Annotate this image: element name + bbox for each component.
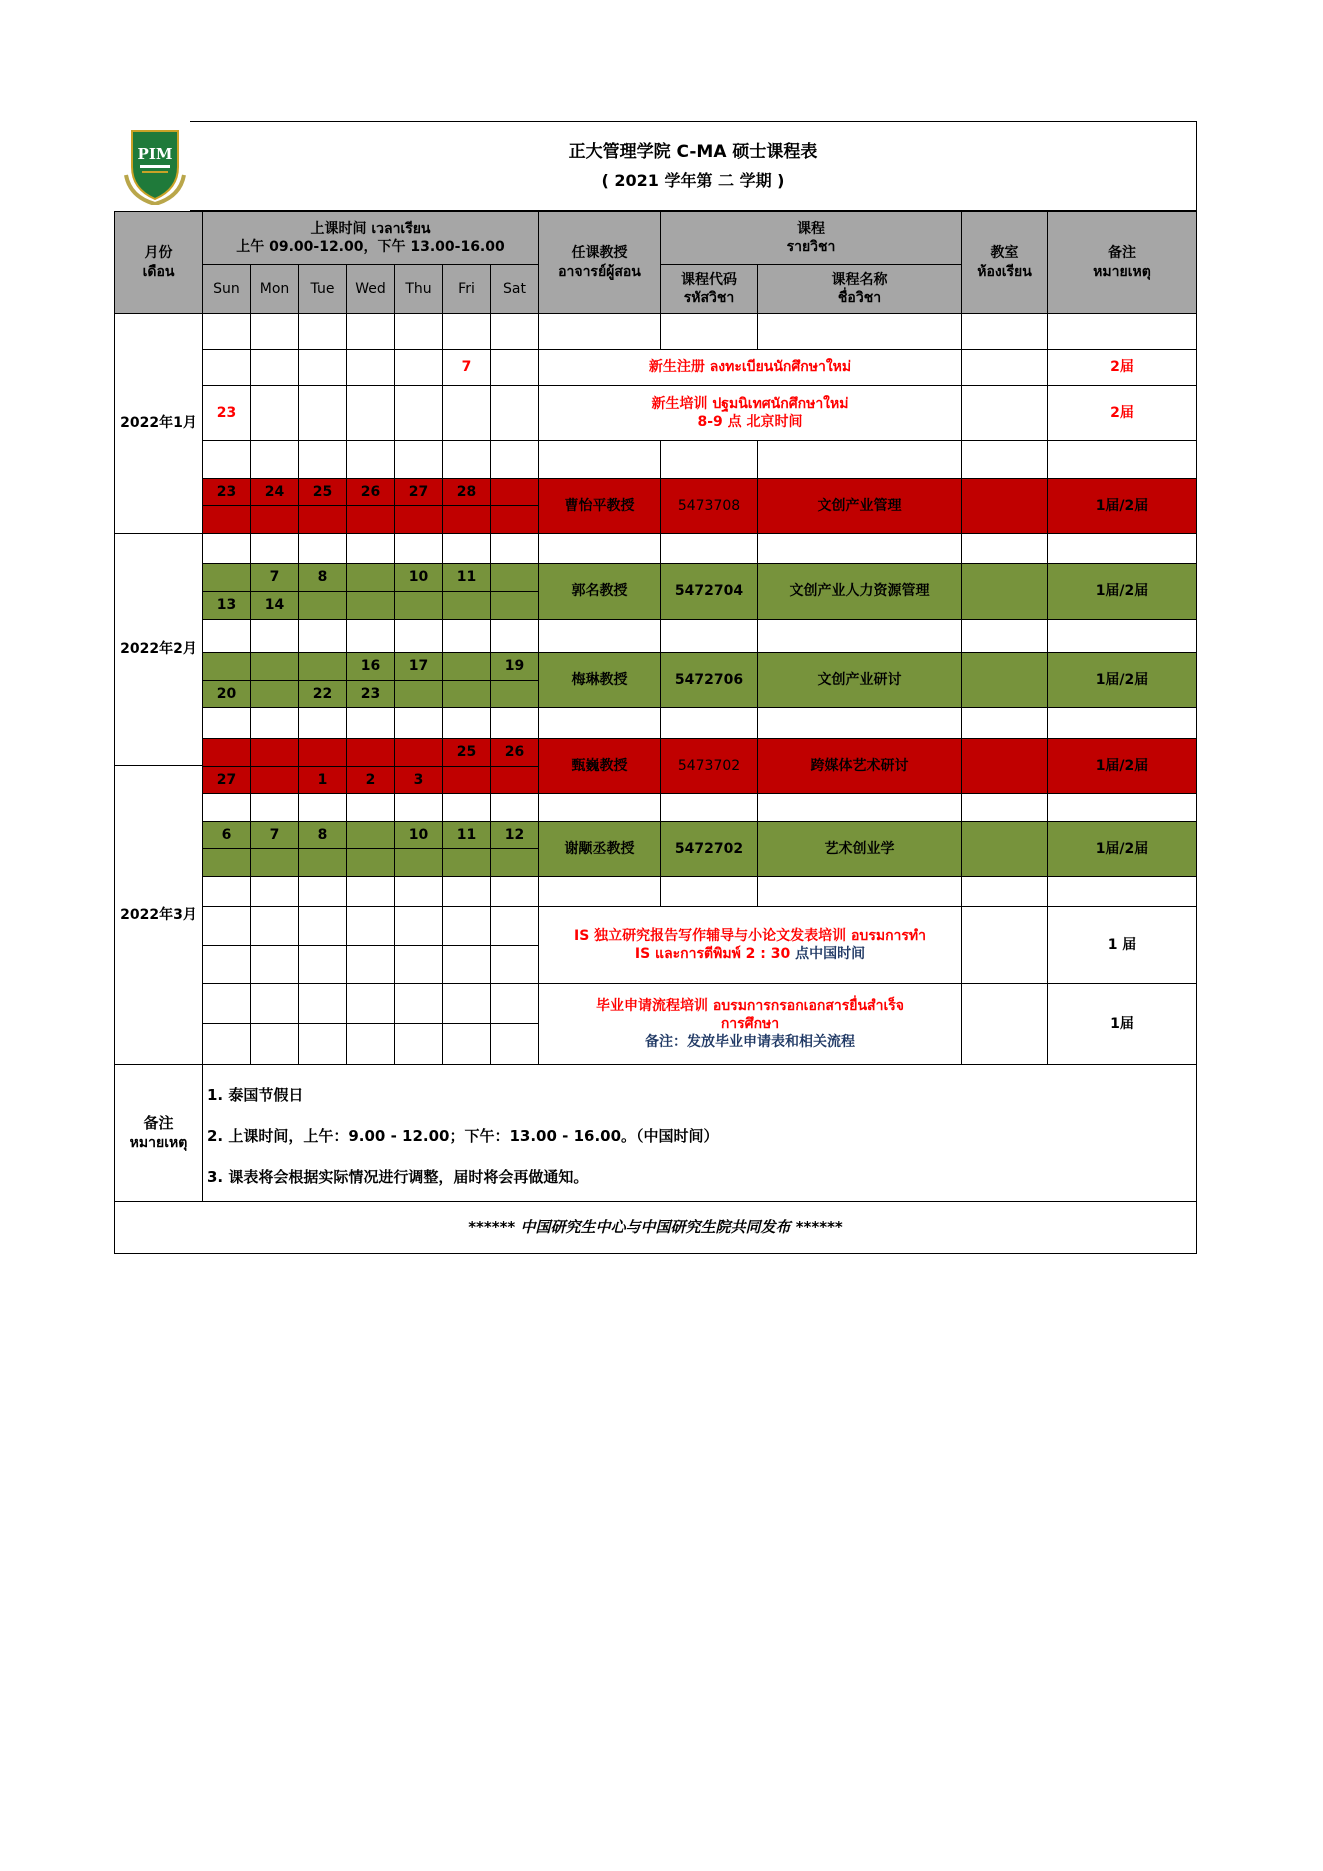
mar-is-row2-day-1 [251, 946, 299, 984]
feb-blank-1-day-6 [491, 534, 539, 564]
mar-is-row1-day-6 [491, 907, 539, 946]
jan-orient-row-day-3 [347, 386, 395, 441]
feb1-row2-day-5 [443, 592, 491, 620]
feb1-row1-day-1: 7 [251, 564, 299, 592]
feb-blank-3-day-0 [203, 708, 251, 739]
jan-course-code: 5473708 [661, 479, 758, 534]
mar1-row1-day-3 [347, 822, 395, 849]
feb1-course-remark: 1届/2届 [1048, 564, 1197, 620]
jan-blank-2-day-2 [299, 441, 347, 479]
jan-blank-1-teacher [539, 314, 661, 350]
mar1-course-name: 艺术创业学 [758, 822, 962, 877]
time-header [203, 211, 539, 265]
mar-grad-line3: 备注：发放毕业申请表和相关流程 [644, 1034, 855, 1051]
jan-reg-row-day-3 [347, 350, 395, 386]
remark-header [1048, 211, 1197, 314]
code-header [661, 265, 758, 314]
feb1-course-name: 文创产业人力资源管理 [758, 564, 962, 620]
jan-course-day2-5 [443, 506, 491, 534]
mar-grad-row2-day-1 [251, 1024, 299, 1065]
mar-grad-remark: 1届 [1048, 984, 1197, 1065]
mar-blank-2-day-0 [203, 877, 251, 907]
feb2-row1-day-5 [443, 653, 491, 681]
notes-label-cn: 备注 [143, 1114, 174, 1133]
mar-blank-1-room [962, 794, 1048, 822]
month-label-jan: 2022年1月 [114, 314, 203, 534]
feb1-row2-day-6 [491, 592, 539, 620]
jan-orient-row-day-6 [491, 386, 539, 441]
jan-orientation-event [539, 386, 962, 441]
feb-blank-3-day-1 [251, 708, 299, 739]
jan-blank-2-day-4 [395, 441, 443, 479]
feb2-course-name: 文创产业研讨 [758, 653, 962, 708]
mar1-row2-day-0 [203, 849, 251, 877]
mar-is-remark: 1 届 [1048, 907, 1197, 984]
page-title: 正大管理学院 C-MA 硕士课程表 [568, 141, 818, 162]
feb1-course-code: 5472704 [661, 564, 758, 620]
jan-course-day-2: 25 [299, 479, 347, 506]
feb3-row1-day-4 [395, 739, 443, 767]
feb3-row1-day-3 [347, 739, 395, 767]
jan-blank-2-name [758, 441, 962, 479]
name-header-cn: 课程名称 [831, 271, 888, 288]
feb-blank-3-day-5 [443, 708, 491, 739]
feb-blank-1-day-5 [443, 534, 491, 564]
mar-is-line1: IS 独立研究报告写作辅导与小论文发表培训 อบรมการทำ [573, 927, 927, 944]
mar-grad-row1-day-3 [347, 984, 395, 1024]
day-header-1: Mon [251, 265, 299, 314]
time-header-label: 上课时间 เวลาเรียน [310, 220, 431, 237]
name-header [758, 265, 962, 314]
mar-blank-1-remark [1048, 794, 1197, 822]
jan-blank-1-code [661, 314, 758, 350]
feb1-row1-day-4: 10 [395, 564, 443, 592]
feb3-row1-day-5: 25 [443, 739, 491, 767]
mar1-row2-day-5 [443, 849, 491, 877]
jan-reg-row-day-2 [299, 350, 347, 386]
feb1-row2-day-4 [395, 592, 443, 620]
mar-blank-2-day-3 [347, 877, 395, 907]
jan-blank-2-day-0 [203, 441, 251, 479]
pim-logo [124, 127, 186, 205]
mar-grad-row2-day-5 [443, 1024, 491, 1065]
feb-blank-3-room [962, 708, 1048, 739]
jan-course-room [962, 479, 1048, 534]
code-header-cn: 课程代码 [681, 271, 737, 288]
course-header [661, 211, 962, 265]
day-header-5: Fri [443, 265, 491, 314]
feb-blank-1-day-0 [203, 534, 251, 564]
mar-blank-2-remark [1048, 877, 1197, 907]
mar-is-row2-day-6 [491, 946, 539, 984]
remark-header-th: หมายเหตุ [1093, 263, 1151, 280]
mar-is-row1-day-1 [251, 907, 299, 946]
feb-blank-1-day-4 [395, 534, 443, 564]
month-label-feb: 2022年2月 [114, 534, 203, 766]
mar-grad-room [962, 984, 1048, 1065]
jan-reg-row-day-0 [203, 350, 251, 386]
mar1-course-code: 5472702 [661, 822, 758, 877]
feb3-row2-day-5 [443, 767, 491, 794]
mar-grad-row1-day-2 [299, 984, 347, 1024]
feb-blank-2-day-2 [299, 620, 347, 653]
jan-blank-1-name [758, 314, 962, 350]
feb3-course-remark: 1届/2届 [1048, 739, 1197, 794]
mar-blank-1-day-2 [299, 794, 347, 822]
day-header-2: Tue [299, 265, 347, 314]
jan-course-day-5: 28 [443, 479, 491, 506]
feb3-row2-day-6 [491, 767, 539, 794]
teacher-header-th: อาจารย์ผู้สอน [558, 263, 641, 280]
feb-blank-3-day-6 [491, 708, 539, 739]
feb-blank-3-day-2 [299, 708, 347, 739]
mar-is-room [962, 907, 1048, 984]
mar-is-line2b: 点中国时间 [795, 946, 866, 962]
mar-blank-1-day-5 [443, 794, 491, 822]
feb1-row2-day-2 [299, 592, 347, 620]
feb1-course-teacher: 郭名教授 [539, 564, 661, 620]
jan-course-day2-6 [491, 506, 539, 534]
jan-blank-1-day-4 [395, 314, 443, 350]
jan-course-day2-1 [251, 506, 299, 534]
mar-grad-row2-day-0 [203, 1024, 251, 1065]
feb3-row1-day-2 [299, 739, 347, 767]
jan-orient-row-day-4 [395, 386, 443, 441]
jan-reg-row-day-6 [491, 350, 539, 386]
feb-blank-1-day-3 [347, 534, 395, 564]
jan-registration-remark: 2届 [1048, 350, 1197, 386]
mar-blank-1-code [661, 794, 758, 822]
feb2-row1-day-3: 16 [347, 653, 395, 681]
mar-blank-1-day-6 [491, 794, 539, 822]
mar1-course-remark: 1届/2届 [1048, 822, 1197, 877]
jan-orient-room [962, 386, 1048, 441]
jan-reg-room [962, 350, 1048, 386]
feb1-row1-day-3 [347, 564, 395, 592]
feb1-row1-day-5: 11 [443, 564, 491, 592]
jan-course-remark: 1届/2届 [1048, 479, 1197, 534]
feb2-row2-day-1 [251, 681, 299, 708]
day-header-6: Sat [491, 265, 539, 314]
feb-blank-2-day-1 [251, 620, 299, 653]
page-subtitle: ( 2021 学年第 二 学期 ) [601, 170, 785, 190]
mar1-row1-day-5: 11 [443, 822, 491, 849]
mar-blank-2-day-5 [443, 877, 491, 907]
feb3-course-code: 5473702 [661, 739, 758, 794]
room-header-cn: 教室 [990, 245, 1019, 262]
mar-grad-row1-day-5 [443, 984, 491, 1024]
mar-is-row2-day-5 [443, 946, 491, 984]
mar-blank-1-name [758, 794, 962, 822]
mar1-row1-day-1: 7 [251, 822, 299, 849]
jan-orient-row-day-5 [443, 386, 491, 441]
mar-is-row1-day-0 [203, 907, 251, 946]
mar1-row2-day-1 [251, 849, 299, 877]
mar-is-line2a: IS และการตีพิมพ์ 2 : 30 [634, 946, 796, 962]
mar-grad-event [539, 984, 962, 1065]
course-header-th: รายวิชา [786, 239, 836, 255]
feb3-row1-day-1 [251, 739, 299, 767]
jan-blank-2-code [661, 441, 758, 479]
mar-blank-1-day-4 [395, 794, 443, 822]
mar-blank-2-day-1 [251, 877, 299, 907]
jan-blank-2-room [962, 441, 1048, 479]
feb-blank-3-day-4 [395, 708, 443, 739]
day-header-0: Sun [203, 265, 251, 314]
mar1-course-teacher: 谢颙丞教授 [539, 822, 661, 877]
feb-blank-1-day-1 [251, 534, 299, 564]
feb2-row1-day-0 [203, 653, 251, 681]
room-header [962, 211, 1048, 314]
feb3-row1-day-6: 26 [491, 739, 539, 767]
feb2-row2-day-6 [491, 681, 539, 708]
feb-blank-2-teacher [539, 620, 661, 653]
mar-blank-2-day-4 [395, 877, 443, 907]
mar-blank-1-teacher [539, 794, 661, 822]
jan-blank-2-day-1 [251, 441, 299, 479]
jan-reg-row-day-4 [395, 350, 443, 386]
jan-course-day2-2 [299, 506, 347, 534]
feb3-row2-day-3: 2 [347, 767, 395, 794]
jan-orientation-remark: 2届 [1048, 386, 1197, 441]
feb-blank-1-day-2 [299, 534, 347, 564]
mar-grad-row1-day-1 [251, 984, 299, 1024]
mar-blank-2-name [758, 877, 962, 907]
feb3-row2-day-1 [251, 767, 299, 794]
feb3-row2-day-4: 3 [395, 767, 443, 794]
month-label-mar: 2022年3月 [114, 766, 203, 1065]
title-block [190, 121, 1197, 211]
feb2-row1-day-6: 19 [491, 653, 539, 681]
feb1-row1-day-6 [491, 564, 539, 592]
jan-blank-1-day-6 [491, 314, 539, 350]
mar-grad-row2-day-2 [299, 1024, 347, 1065]
jan-course-day2-0 [203, 506, 251, 534]
jan-orient-day: 23 [203, 386, 251, 441]
feb3-row2-day-2: 1 [299, 767, 347, 794]
mar1-course-room [962, 822, 1048, 877]
time-header-detail: 上午 09.00-12.00，下午 13.00-16.00 [236, 239, 505, 255]
day-header-3: Wed [347, 265, 395, 314]
feb2-row2-day-5 [443, 681, 491, 708]
jan-blank-2-day-5 [443, 441, 491, 479]
jan-course-day-0: 23 [203, 479, 251, 506]
jan-blank-1-day-3 [347, 314, 395, 350]
jan-blank-2-day-6 [491, 441, 539, 479]
feb-blank-3-day-3 [347, 708, 395, 739]
mar1-row1-day-0: 6 [203, 822, 251, 849]
jan-reg-row-day-1 [251, 350, 299, 386]
jan-registration-event: 新生注册 ลงทะเบียนนักศึกษาใหม่ [539, 350, 962, 386]
jan-orient-row-day-2 [299, 386, 347, 441]
mar1-row1-day-6: 12 [491, 822, 539, 849]
feb-blank-2-code [661, 620, 758, 653]
mar-grad-row1-day-6 [491, 984, 539, 1024]
feb3-course-name: 跨媒体艺术研讨 [758, 739, 962, 794]
feb-blank-2-room [962, 620, 1048, 653]
feb1-row2-day-1: 14 [251, 592, 299, 620]
feb1-row1-day-0 [203, 564, 251, 592]
note-item-2: 2. 上课时间，上午：9.00 - 12.00；下午：13.00 - 16.00。（中国时间） [207, 1127, 719, 1145]
feb1-row2-day-0: 13 [203, 592, 251, 620]
feb2-row2-day-4 [395, 681, 443, 708]
feb-blank-1-teacher [539, 534, 661, 564]
feb-blank-3-code [661, 708, 758, 739]
mar-is-row2-day-4 [395, 946, 443, 984]
feb2-row1-day-4: 17 [395, 653, 443, 681]
mar-is-row1-day-4 [395, 907, 443, 946]
jan-orientation-line2: 8-9 点 北京时间 [697, 414, 803, 430]
jan-course-teacher: 曹怡平教授 [539, 479, 661, 534]
mar-is-row2-day-2 [299, 946, 347, 984]
mar-blank-1-day-1 [251, 794, 299, 822]
feb2-row1-day-2 [299, 653, 347, 681]
feb2-row2-day-2: 22 [299, 681, 347, 708]
month-header-th: เดือน [142, 263, 175, 280]
feb-blank-1-code [661, 534, 758, 564]
mar-grad-row1-day-4 [395, 984, 443, 1024]
mar1-row2-day-2 [299, 849, 347, 877]
feb3-row2-day-0: 27 [203, 767, 251, 794]
feb-blank-2-day-3 [347, 620, 395, 653]
mar1-row1-day-4: 10 [395, 822, 443, 849]
jan-blank-1-day-2 [299, 314, 347, 350]
jan-course-day2-3 [347, 506, 395, 534]
feb-blank-1-remark [1048, 534, 1197, 564]
remark-header-cn: 备注 [1107, 245, 1136, 262]
feb-blank-1-room [962, 534, 1048, 564]
jan-orient-row-day-1 [251, 386, 299, 441]
feb3-course-teacher: 甄巍教授 [539, 739, 661, 794]
jan-blank-2-day-3 [347, 441, 395, 479]
mar-grad-row1-day-0 [203, 984, 251, 1024]
month-header-cn: 月份 [144, 245, 173, 262]
jan-blank-1-remark [1048, 314, 1197, 350]
name-header-th: ชื่อวิชา [837, 290, 882, 306]
mar-grad-line2: การศึกษา [720, 1015, 780, 1032]
jan-blank-2-remark [1048, 441, 1197, 479]
jan-blank-1-day-0 [203, 314, 251, 350]
mar-blank-2-day-6 [491, 877, 539, 907]
mar1-row2-day-4 [395, 849, 443, 877]
notes-label-th: หมายเหตุ [129, 1134, 188, 1151]
mar-is-row1-day-5 [443, 907, 491, 946]
logo-text: PIM [137, 145, 173, 163]
feb-blank-3-teacher [539, 708, 661, 739]
feb-blank-2-day-4 [395, 620, 443, 653]
note-item-3: 3. 课表将会根据实际情况进行调整，届时将会再做通知。 [207, 1168, 589, 1186]
mar-blank-1-day-3 [347, 794, 395, 822]
room-header-th: ห้องเรียน [977, 263, 1032, 280]
mar-is-row1-day-3 [347, 907, 395, 946]
feb-blank-3-remark [1048, 708, 1197, 739]
feb2-course-teacher: 梅琳教授 [539, 653, 661, 708]
teacher-header-cn: 任课教授 [571, 245, 628, 262]
mar-is-event [539, 907, 962, 984]
jan-course-day-1: 24 [251, 479, 299, 506]
footer-credit: ****** 中国研究生中心与中国研究生院共同发布 ****** [114, 1202, 1197, 1254]
jan-blank-2-teacher [539, 441, 661, 479]
feb-blank-2-remark [1048, 620, 1197, 653]
feb3-row1-day-0 [203, 739, 251, 767]
feb1-course-room [962, 564, 1048, 620]
teacher-header [539, 211, 661, 314]
feb-blank-2-day-0 [203, 620, 251, 653]
feb3-course-room [962, 739, 1048, 794]
day-header-4: Thu [395, 265, 443, 314]
month-header [114, 211, 203, 314]
pim-shield-logo-icon [124, 127, 186, 205]
jan-course-day-6 [491, 479, 539, 506]
feb1-row1-day-2: 8 [299, 564, 347, 592]
mar-blank-2-teacher [539, 877, 661, 907]
code-header-th: รหัสวิชา [683, 290, 735, 306]
jan-course-day2-4 [395, 506, 443, 534]
feb2-course-room [962, 653, 1048, 708]
feb2-row2-day-0: 20 [203, 681, 251, 708]
mar-is-row2-day-3 [347, 946, 395, 984]
feb-blank-1-name [758, 534, 962, 564]
feb2-row2-day-3: 23 [347, 681, 395, 708]
mar-grad-row2-day-3 [347, 1024, 395, 1065]
mar-blank-2-day-2 [299, 877, 347, 907]
jan-blank-1-day-5 [443, 314, 491, 350]
note-item-1: 1. 泰国节假日 [207, 1086, 304, 1104]
jan-blank-1-day-1 [251, 314, 299, 350]
course-header-cn: 课程 [797, 220, 825, 237]
feb2-row1-day-1 [251, 653, 299, 681]
mar-blank-2-room [962, 877, 1048, 907]
mar1-row2-day-6 [491, 849, 539, 877]
jan-course-name: 文创产业管理 [758, 479, 962, 534]
mar-blank-1-day-0 [203, 794, 251, 822]
notes-label [114, 1065, 203, 1202]
mar-is-row1-day-2 [299, 907, 347, 946]
feb-blank-2-day-5 [443, 620, 491, 653]
mar-blank-2-code [661, 877, 758, 907]
feb2-course-remark: 1届/2届 [1048, 653, 1197, 708]
feb-blank-2-name [758, 620, 962, 653]
mar-grad-line1: 毕业申请流程培训 อบรมการกรอกเอกสารยื่นสำเร็จ [596, 997, 904, 1014]
jan-reg-day: 7 [443, 350, 491, 386]
jan-course-day-4: 27 [395, 479, 443, 506]
feb1-row2-day-3 [347, 592, 395, 620]
mar-grad-row2-day-6 [491, 1024, 539, 1065]
jan-blank-1-room [962, 314, 1048, 350]
feb2-course-code: 5472706 [661, 653, 758, 708]
jan-orientation-line1: 新生培训 ปฐมนิเทศนักศึกษาใหม่ [651, 395, 849, 412]
mar-is-row2-day-0 [203, 946, 251, 984]
feb-blank-3-name [758, 708, 962, 739]
feb-blank-2-day-6 [491, 620, 539, 653]
mar1-row1-day-2: 8 [299, 822, 347, 849]
jan-course-day-3: 26 [347, 479, 395, 506]
mar1-row2-day-3 [347, 849, 395, 877]
mar-grad-row2-day-4 [395, 1024, 443, 1065]
